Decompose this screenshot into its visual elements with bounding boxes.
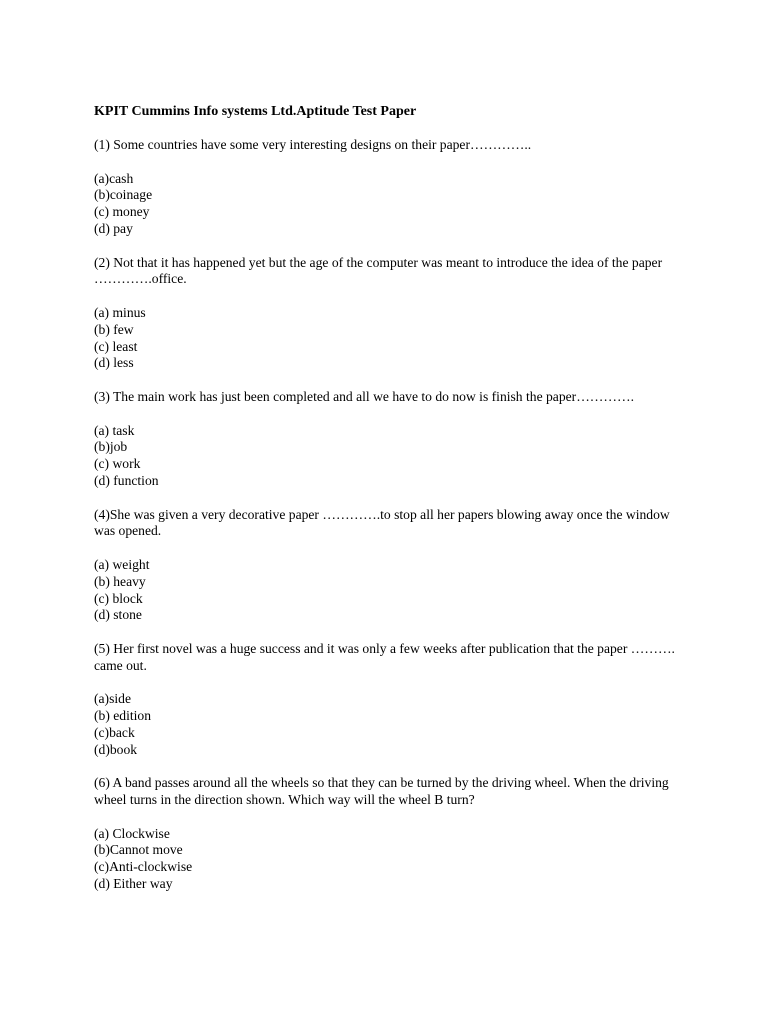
option: (a) minus — [94, 304, 146, 320]
option: (a) task — [94, 422, 135, 438]
document-content — [94, 103, 694, 910]
option: (b) few — [94, 321, 134, 337]
option: (d) stone — [94, 607, 142, 623]
option: (a) weight — [94, 556, 150, 572]
question-text: (6) A band passes around all the wheels so that they can be turned by the driving wheel. When the driving wheel turns in the direction shown. Which way will the wheel B turn? — [94, 775, 669, 808]
question-4 — [94, 507, 694, 625]
question-text: (4)She was given a very decorative paper ………….to stop all her papers blowing away once the window was opened. — [94, 506, 670, 539]
option: (b)Cannot move — [94, 842, 183, 858]
option: (b) heavy — [94, 573, 146, 589]
document-title: KPIT Cummins Info systems Ltd.Aptitude Test Paper — [94, 104, 417, 119]
question-2 — [94, 255, 694, 373]
option: (c) block — [94, 590, 143, 606]
option-list — [94, 423, 694, 490]
question-text: (5) Her first novel was a huge success and it was only a few weeks after publication that the paper ………. came out. — [94, 640, 675, 673]
question-text: (3) The main work has just been completed and all we have to do now is finish the paper…………. — [94, 388, 634, 404]
option: (c)back — [94, 724, 135, 740]
option: (d) less — [94, 355, 134, 371]
option: (b) edition — [94, 708, 152, 724]
option: (d) function — [94, 472, 159, 488]
option-list — [94, 691, 694, 758]
option: (a)side — [94, 691, 131, 707]
option: (d)book — [94, 741, 138, 757]
question-text: (2) Not that it has happened yet but the age of the computer was meant to introduce the idea of the paper ………….office. — [94, 254, 663, 287]
option: (c)Anti-clockwise — [94, 859, 193, 875]
option: (d) Either way — [94, 876, 173, 892]
question-1 — [94, 137, 694, 238]
option: (d) pay — [94, 220, 133, 236]
option-list — [94, 305, 694, 372]
option: (c) money — [94, 204, 150, 220]
option-list — [94, 826, 694, 893]
option-list — [94, 171, 694, 238]
option: (b)coinage — [94, 187, 153, 203]
question-6 — [94, 775, 694, 893]
option: (b)job — [94, 439, 128, 455]
option: (a) Clockwise — [94, 825, 170, 841]
option: (a)cash — [94, 170, 134, 186]
question-3 — [94, 389, 694, 490]
question-text: (1) Some countries have some very interesting designs on their paper………….. — [94, 137, 532, 152]
option-list — [94, 557, 694, 624]
option: (c) least — [94, 338, 138, 354]
option: (c) work — [94, 456, 141, 472]
question-5 — [94, 641, 694, 759]
